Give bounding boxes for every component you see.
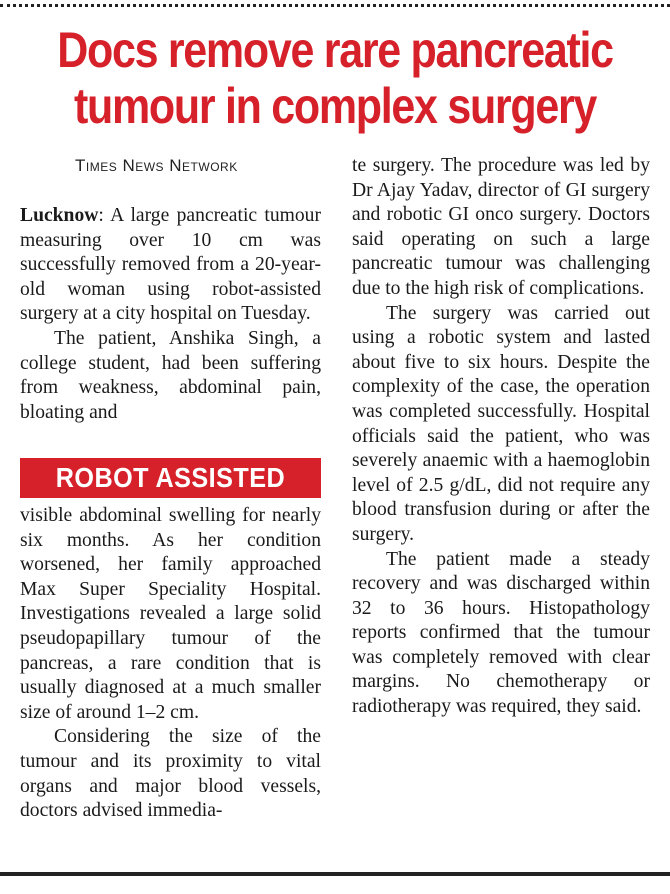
- bottom-rule: [0, 872, 670, 894]
- banner-label: ROBOT ASSISTED: [55, 462, 286, 493]
- article-column-right: [352, 154, 650, 720]
- robot-assisted-banner: [20, 458, 321, 498]
- dateline: Lucknow: [20, 205, 99, 226]
- paragraph-surgery: The surgery was carried out using a robotic system and lasted about five to six hours. Despite the complexity of the case, the operation was completed successfully. Hospital officials said the patient, who was severely anaemic with a haemoglobin level of 2.5 g/dL, did not require any blood transfusion during or after the surgery.: [352, 302, 650, 545]
- headline: [56, 22, 615, 134]
- article-column-left-top: [20, 204, 321, 425]
- paragraph-intro-text: : A large pancreatic tumour measuring over 10 cm was successfully removed from a 20-year-old woman using robot-assisted surgery at a city hospital on Tuesday.: [20, 205, 321, 325]
- article-column-left-bottom: [20, 504, 321, 824]
- paragraph-patient-continued: visible abdominal swelling for nearly six months. As her condition worsened, her family approached Max Super Speciality Hospital. Investigations revealed a large solid pseudopapillary tumour of the pancreas, a rare condition that is usually diagnosed at a much smaller size of around 1–2 cm.: [20, 505, 321, 723]
- paragraph-intro: [20, 204, 321, 327]
- headline-line-1: Docs remove rare pancreatic: [57, 22, 613, 78]
- paragraph-patient: The patient, Anshika Singh, a college student, had been suffering from weakness, abdominal pain, bloating and: [20, 327, 321, 423]
- paragraph-considering: Considering the size of the tumour and its proximity to vital organs and major blood vessels, doctors advised immedia-: [20, 726, 321, 822]
- paragraph-recovery: The patient made a steady recovery and was discharged within 32 to 36 hours. Histopathology reports confirmed that the tumour was completely removed with clear margins. No chemotherapy or radiotherapy was required, they said.: [352, 548, 650, 718]
- headline-line-2: tumour in complex surgery: [73, 78, 597, 134]
- top-dotted-border: [0, 4, 670, 7]
- byline: Times News Network: [75, 156, 238, 175]
- paragraph-procedure: te surgery. The procedure was led by Dr Ajay Yadav, director of GI surgery and robotic GI onco surgery. Doctors said operating on such a large pancreatic tumour was challenging due to the high risk of complications.: [352, 155, 650, 299]
